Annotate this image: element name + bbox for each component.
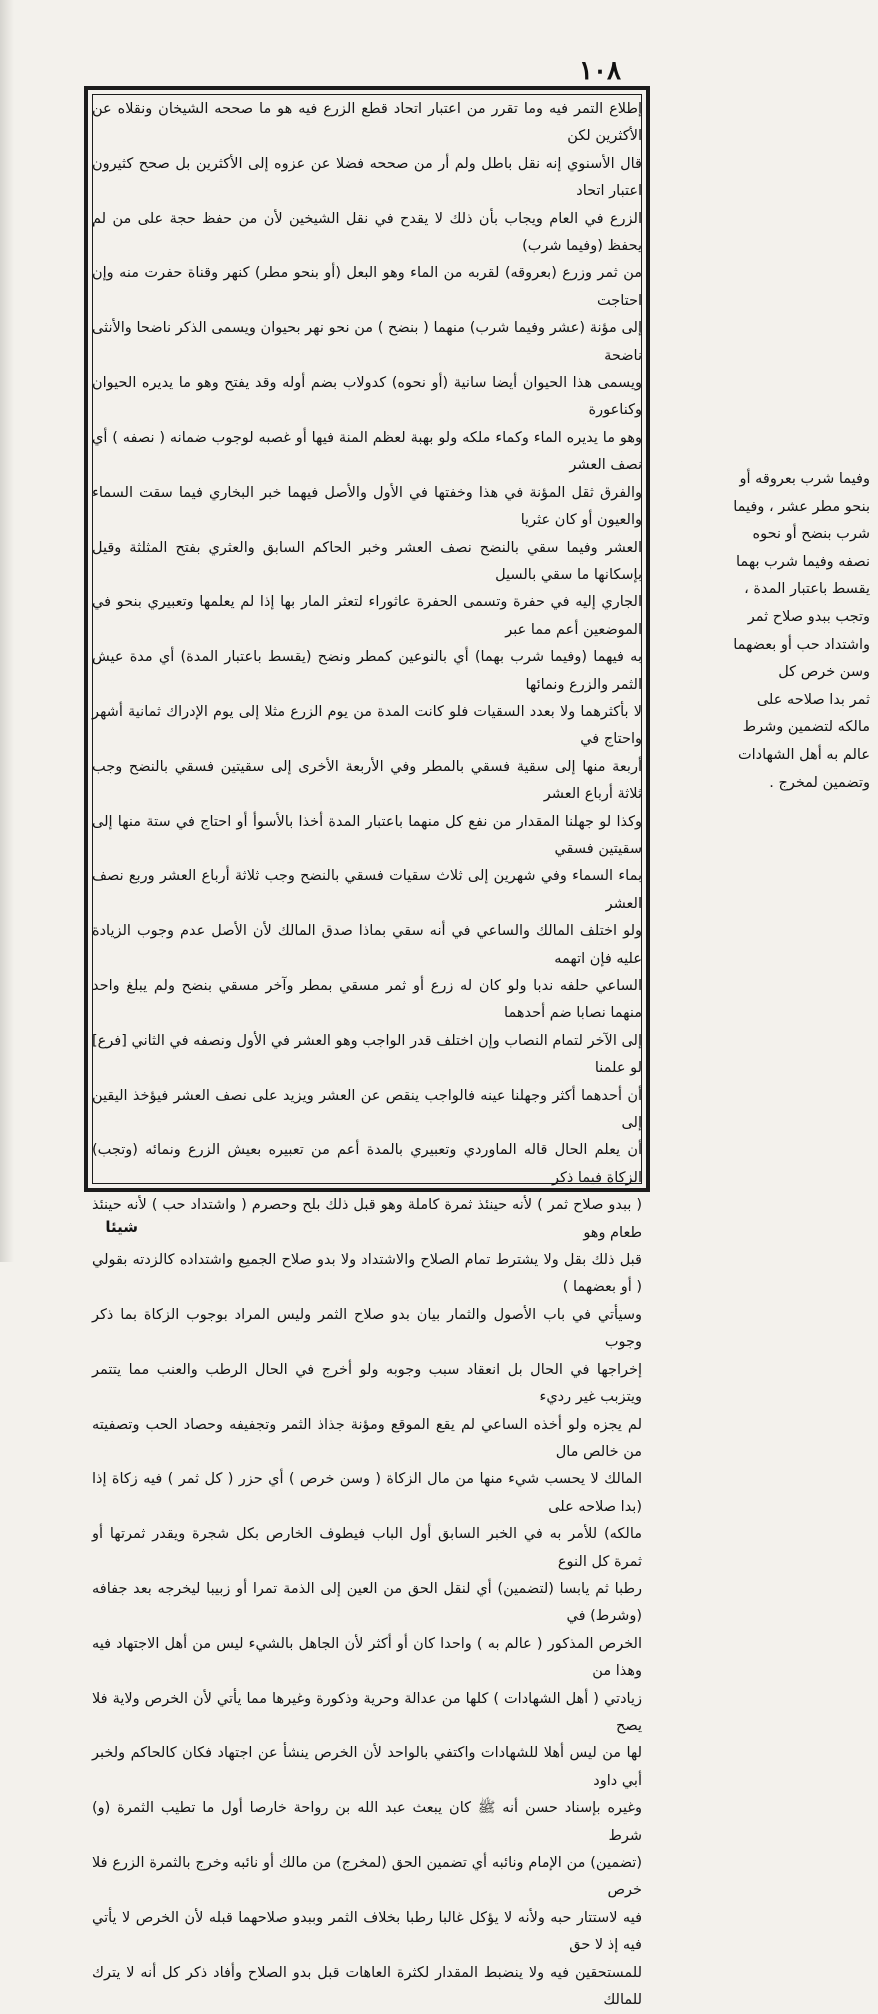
text-line: بماء السماء وفي شهرين إلى ثلاث سقيات فسقي بالنضح وجب ثلاثة أرباع العشر وربع نصف العشر	[92, 868, 642, 912]
text-line: رطبا ثم يابسا (لتضمين) أي لنقل الحق من العين إلى الذمة تمرا أو زبيبا ليخرجه بعد جفافه (وشرط) في	[92, 1580, 642, 1625]
margin-line: واشتداد حب أو بعضهما	[733, 636, 870, 653]
margin-line: وتضمين لمخرج .	[769, 774, 870, 791]
text-line: أن يعلم الحال قاله الماوردي وتعبيري بالمدة أعم من تعبيره بعيش الزرع ونمائه (وتجب) الزكاة فيما ذكر	[92, 1142, 642, 1186]
text-line: (تضمين) من الإمام ونائبه أي تضمين الحق (لمخرج) من مالك أو نائبه وخرج بالثمرة الزرع فلا خرص	[92, 1855, 642, 1899]
text-line: به فيهما (وفيما شرب بهما) أي بالنوعين كمطر ونضح (يقسط باعتبار المدة) أي مدة عيش الثمر والزرع ونمائها	[92, 649, 642, 693]
text-line: الجاري إليه في حفرة وتسمى الحفرة عاثوراء لتعثر المار بها إذا لم يعلمها وتعبيري بنحو في الموضعين أعم مما عبر	[92, 594, 642, 638]
text-line: قبل ذلك بقل ولا يشترط تمام الصلاح والاشتداد ولا بدو صلاح الجميع واشتداده كالزدته بقولي ( أو بعضهما )	[92, 1252, 642, 1296]
margin-line: وفيما شرب بعروقه أو	[739, 471, 870, 487]
catchword: شيئا	[105, 1218, 138, 1236]
margin-line: ثمر بدا صلاحه على	[756, 691, 870, 708]
text-line: إلى مؤنة (عشر وفيما شرب) منهما ( بنضح ) من نحو نهر بحيوان ويسمى الذكر ناضحا والأنثى ناضحة	[92, 320, 642, 364]
text-line: الخرص المذكور ( عالم به ) واحدا كان أو أكثر لأن الجاهل بالشيء ليس من أهل الاجتهاد فيه وهذا من	[92, 1635, 642, 1680]
margin-line: وسن خرص كل	[778, 664, 870, 681]
text-line: لا بأكثرهما ولا بعدد السقيات فلو كانت المدة من يوم الزرع مثلا إلى يوم الإدراك ثمانية أشهر واحتاج في	[92, 703, 642, 748]
text-line: إطلاع التمر فيه وما تقرر من اعتبار اتحاد قطع الزرع فيه هو ما صححه الشيخان ونقلاه عن الأكثرين لكن	[92, 101, 642, 145]
text-line: ( ببدو صلاح ثمر ) لأنه حينئذ ثمرة كاملة وهو قبل ذلك بلح وحصرم ( واشتداد حب ) لأنه حينئذ طعام وهو	[92, 1197, 642, 1241]
text-line: وكذا لو جهلنا المقدار من نفع كل منهما باعتبار المدة أخذا بالأسوأ أو احتاج في ستة منها إلى سقيتين فسقي	[92, 813, 642, 857]
text-line: إخراجها في الحال بل انعقاد سبب وجوبه ولو أخرج في الحال الرطب والعنب مما يتتمر ويتزبب غير رديء	[92, 1361, 642, 1406]
margin-line: عالم به أهل الشهادات	[737, 746, 870, 763]
text-line: مالكه) للأمر به في الخبر السابق أول الباب فيطوف الخارص بكل شجرة ويقدر ثمرتها أو ثمرة كل النوع	[92, 1526, 642, 1570]
text-line: العشر وفيما سقي بالنضح نصف العشر وخبر الحاكم السابق والعثري بفتح المثلثة وقيل بإسكانها ما سقي بالسيل	[92, 539, 642, 583]
text-line: وسيأتي في باب الأصول والثمار بيان بدو صلاح الثمر وليس المراد بوجوب الزكاة بما ذكر وجوب	[92, 1306, 642, 1351]
margin-line: نصفه وفيما شرب بهما	[736, 553, 870, 570]
margin-line: يقسط باعتبار المدة ،	[744, 581, 870, 598]
text-line: المالك لا يحسب شيء منها من مال الزكاة ( وسن خرص ) أي حزر ( كل ثمر ) فيه زكاة إذا (بدا صلاحه على	[92, 1471, 642, 1515]
margin-line: مالكه لتضمين وشرط	[742, 719, 870, 736]
margin-line: بنحو مطر عشر ، وفيما	[733, 498, 870, 515]
text-line: لم يجزه ولو أخذه الساعي لم يقع الموقع ومؤنة جذاذ الثمر وتجفيفه وحصاد الحب وتصفيته من خالص مال	[92, 1416, 642, 1460]
text-line: والفرق ثقل المؤنة في هذا وخفتها في الأول والأصل فيهما خبر البخاري فيما سقت السماء والعيون أو كان عثريا	[92, 484, 642, 529]
text-line: وغيره بإسناد حسن أنه ﷺ كان يبعث عبد الله بن رواحة خارصا أول ما تطيب الثمرة (و) شرط	[92, 1800, 642, 1844]
text-line: أن أحدهما أكثر وجهلنا عينه فالواجب ينقص عن العشر ويزيد على نصف العشر فيؤخذ اليقين إلى	[92, 1087, 642, 1132]
page-number: ١٠٨	[579, 56, 621, 86]
text-line: الساعي حلفه ندبا ولو كان له زرع أو ثمر مسقي بمطر وآخر مسقي بنضح ولم يبلغ واحد منهما نصابا ضم أحدهما	[92, 978, 642, 1022]
text-line: وهو ما يديره الماء وكماء ملكه ولو بهبة لعظم المنة فيها أو غصبه لوجوب ضمانه ( نصفه ) أي نصف العشر	[92, 429, 642, 474]
text-line: للمستحقين فيه ولا ينضبط المقدار لكثرة العاهات قبل بدو الصلاح وأفاد ذكر كل أنه لا يترك للمالك	[92, 1964, 642, 2009]
text-line: إلى الآخر لتمام النصاب وإن اختلف قدر الواجب وهو العشر في الأول ونصفه في الثاني [فرع] لو علمنا	[92, 1032, 642, 1077]
text-line: ولو اختلف المالك والساعي في أنه سقي بماذا صدق المالك لأن الأصل عدم وجوب الزيادة عليه فإن اتهمه	[92, 923, 642, 967]
text-line: قال الأسنوي إنه نقل باطل ولم أر من صححه فضلا عن عزوه إلى الأكثرين بل صحح كثيرون اعتبار اتحاد	[92, 155, 642, 200]
page-edge-shadow	[0, 0, 14, 1262]
margin-line: شرب بنضح أو نحوه	[752, 526, 870, 543]
text-line: زيادتي ( أهل الشهادات ) كلها من عدالة وحرية وذكورة وغيرها مما يأتي لأن الخرص ولاية فلا يصح	[92, 1690, 642, 1734]
text-line: فيه لاستتار حبه ولأنه لا يؤكل غالبا رطبا بخلاف الثمر وببدو صلاحهما قبله لأن الخرص لا يأتي فيه إذ لا حق	[92, 1909, 642, 1954]
text-line: أربعة منها إلى سقية فسقي بالمطر وفي الأربعة الأخرى إلى سقيتين فسقي بالنضح وجب ثلاثة أرباع العشر	[92, 758, 642, 803]
margin-matn-note	[658, 466, 870, 797]
margin-line: وتجب ببدو صلاح ثمر	[747, 608, 870, 625]
text-line: لها من ليس أهلا للشهادات واكتفي بالواحد لأن الخرص ينشأ عن اجتهاد فكان كالحاكم ولخبر أبي داود	[92, 1745, 642, 1789]
text-line: ويسمى هذا الحيوان أيضا سانية (أو نحوه) كدولاب بضم أوله وقد يفتح وهو ما يديره الحيوان وكناعورة	[92, 375, 642, 419]
text-line: الزرع في العام ويجاب بأن ذلك لا يقدح في نقل الشيخين لأن من حفظ حجة على من لم يحفظ (وفيما شرب)	[92, 210, 642, 255]
text-line: من ثمر وزرع (بعروقه) لقربه من الماء وهو البعل (أو بنحو مطر) كنهر وقناة حفرت منه وإن احتاجت	[92, 265, 642, 309]
